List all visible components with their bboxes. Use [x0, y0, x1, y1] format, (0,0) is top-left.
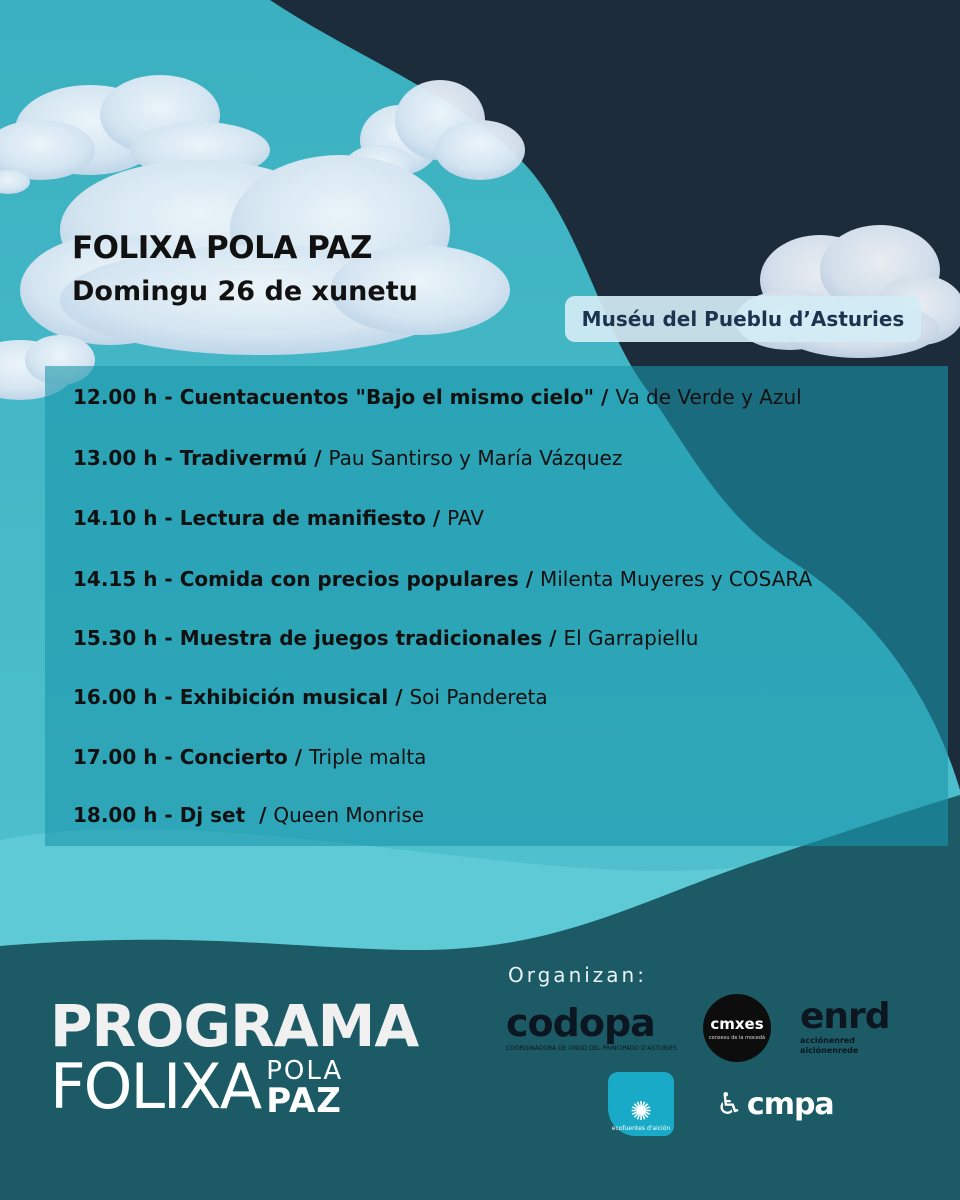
- wheelchair-icon: ♿: [716, 1086, 743, 1122]
- program-performer: Milenta Muyeres y COSARA: [539, 567, 813, 591]
- program-separator: -: [157, 567, 180, 591]
- program-slash: /: [594, 385, 616, 409]
- program-time: 14.15 h: [73, 567, 158, 591]
- brand-folixa-row: [50, 1050, 418, 1123]
- program-separator: -: [157, 626, 180, 650]
- cmx-name: cmxes: [710, 1015, 764, 1033]
- sun-icon: ✺: [630, 1097, 652, 1127]
- program-activity: Muestra de juegos tradicionales: [179, 626, 543, 650]
- brand-paz: PAZ: [266, 1081, 342, 1121]
- event-header: [72, 230, 418, 307]
- eco-name: ecofuentes d'aición: [611, 1125, 671, 1132]
- program-separator: -: [157, 745, 180, 769]
- program-activity: Tradivermú: [179, 446, 308, 470]
- program-row: [73, 626, 698, 650]
- cmx-subtitle: consexu de la mocedá: [708, 1035, 766, 1041]
- program-row: [73, 567, 812, 591]
- program-performer: El Garrapiellu: [563, 626, 699, 650]
- nrd-subtitle-1: acciónenred: [800, 1036, 856, 1045]
- program-slash: /: [287, 745, 310, 769]
- program-performer: Queen Monrise: [273, 803, 425, 827]
- program-slash: /: [542, 626, 564, 650]
- program-row: [73, 803, 424, 827]
- program-performer: Soi Pandereta: [409, 685, 548, 709]
- codopa-subtitle: COORDINADORA DE ONGD DEL PRINCIPADO D'ASTURIES: [506, 1045, 677, 1052]
- program-activity: Comida con precios populares: [179, 567, 519, 591]
- brand-programa: PROGRAMA: [50, 992, 419, 1060]
- program-separator: -: [157, 803, 180, 827]
- nrd-logo: [800, 998, 892, 1062]
- program-row: [73, 506, 484, 530]
- program-slash: /: [307, 446, 329, 470]
- program-performer: Va de Verde y Azul: [615, 385, 802, 409]
- program-box: [45, 366, 948, 846]
- program-time: 17.00 h: [73, 745, 158, 769]
- program-time: 16.00 h: [73, 685, 158, 709]
- program-row: [73, 685, 548, 709]
- program-performer: Triple malta: [309, 745, 427, 769]
- program-separator: -: [157, 685, 180, 709]
- program-activity: Concierto: [179, 745, 288, 769]
- brand-pola-paz: [266, 1056, 344, 1121]
- program-separator: -: [157, 446, 180, 470]
- program-performer: PAV: [447, 506, 484, 530]
- venue-badge: Muséu del Pueblu d’Asturies: [565, 296, 921, 342]
- organizers-label: Organizan:: [508, 963, 647, 987]
- program-slash: /: [245, 803, 274, 827]
- event-title: FOLIXA POLA PAZ: [72, 230, 372, 266]
- cmpa-logo: [716, 1084, 866, 1124]
- cmx-logo: [703, 994, 771, 1062]
- program-separator: -: [157, 506, 180, 530]
- program-slash: /: [425, 506, 448, 530]
- program-separator: -: [157, 385, 180, 409]
- nrd-name: enrd: [800, 996, 890, 1037]
- program-time: 18.00 h: [73, 803, 158, 827]
- codopa-name: codopa: [506, 1001, 655, 1045]
- program-time: 12.00 h: [73, 385, 158, 409]
- program-time: 14.10 h: [73, 506, 158, 530]
- program-time: 13.00 h: [73, 446, 158, 470]
- brand-folixa: FOLIXA: [50, 1050, 261, 1123]
- program-time: 15.30 h: [73, 626, 158, 650]
- program-activity: Dj set: [179, 803, 246, 827]
- program-row: [73, 385, 802, 409]
- program-slash: /: [388, 685, 410, 709]
- program-performer: Pau Santirso y María Vázquez: [328, 446, 623, 470]
- program-row: [73, 446, 622, 470]
- program-row: [73, 745, 426, 769]
- brand-pola: POLA: [266, 1056, 344, 1086]
- program-activity: Exhibición musical: [179, 685, 389, 709]
- program-slash: /: [518, 567, 540, 591]
- codopa-logo: [506, 1003, 678, 1063]
- brand-logo: [50, 992, 419, 1123]
- ecofuentes-logo: [608, 1072, 674, 1136]
- program-activity: Lectura de manifiesto: [179, 506, 426, 530]
- nrd-subtitle-2: aiciónenrede: [800, 1046, 859, 1055]
- program-activity: Cuentacuentos "Bajo el mismo cielo": [179, 385, 595, 409]
- event-date: Domingu 26 de xunetu: [72, 276, 418, 307]
- cmpa-name: cmpa: [746, 1086, 834, 1122]
